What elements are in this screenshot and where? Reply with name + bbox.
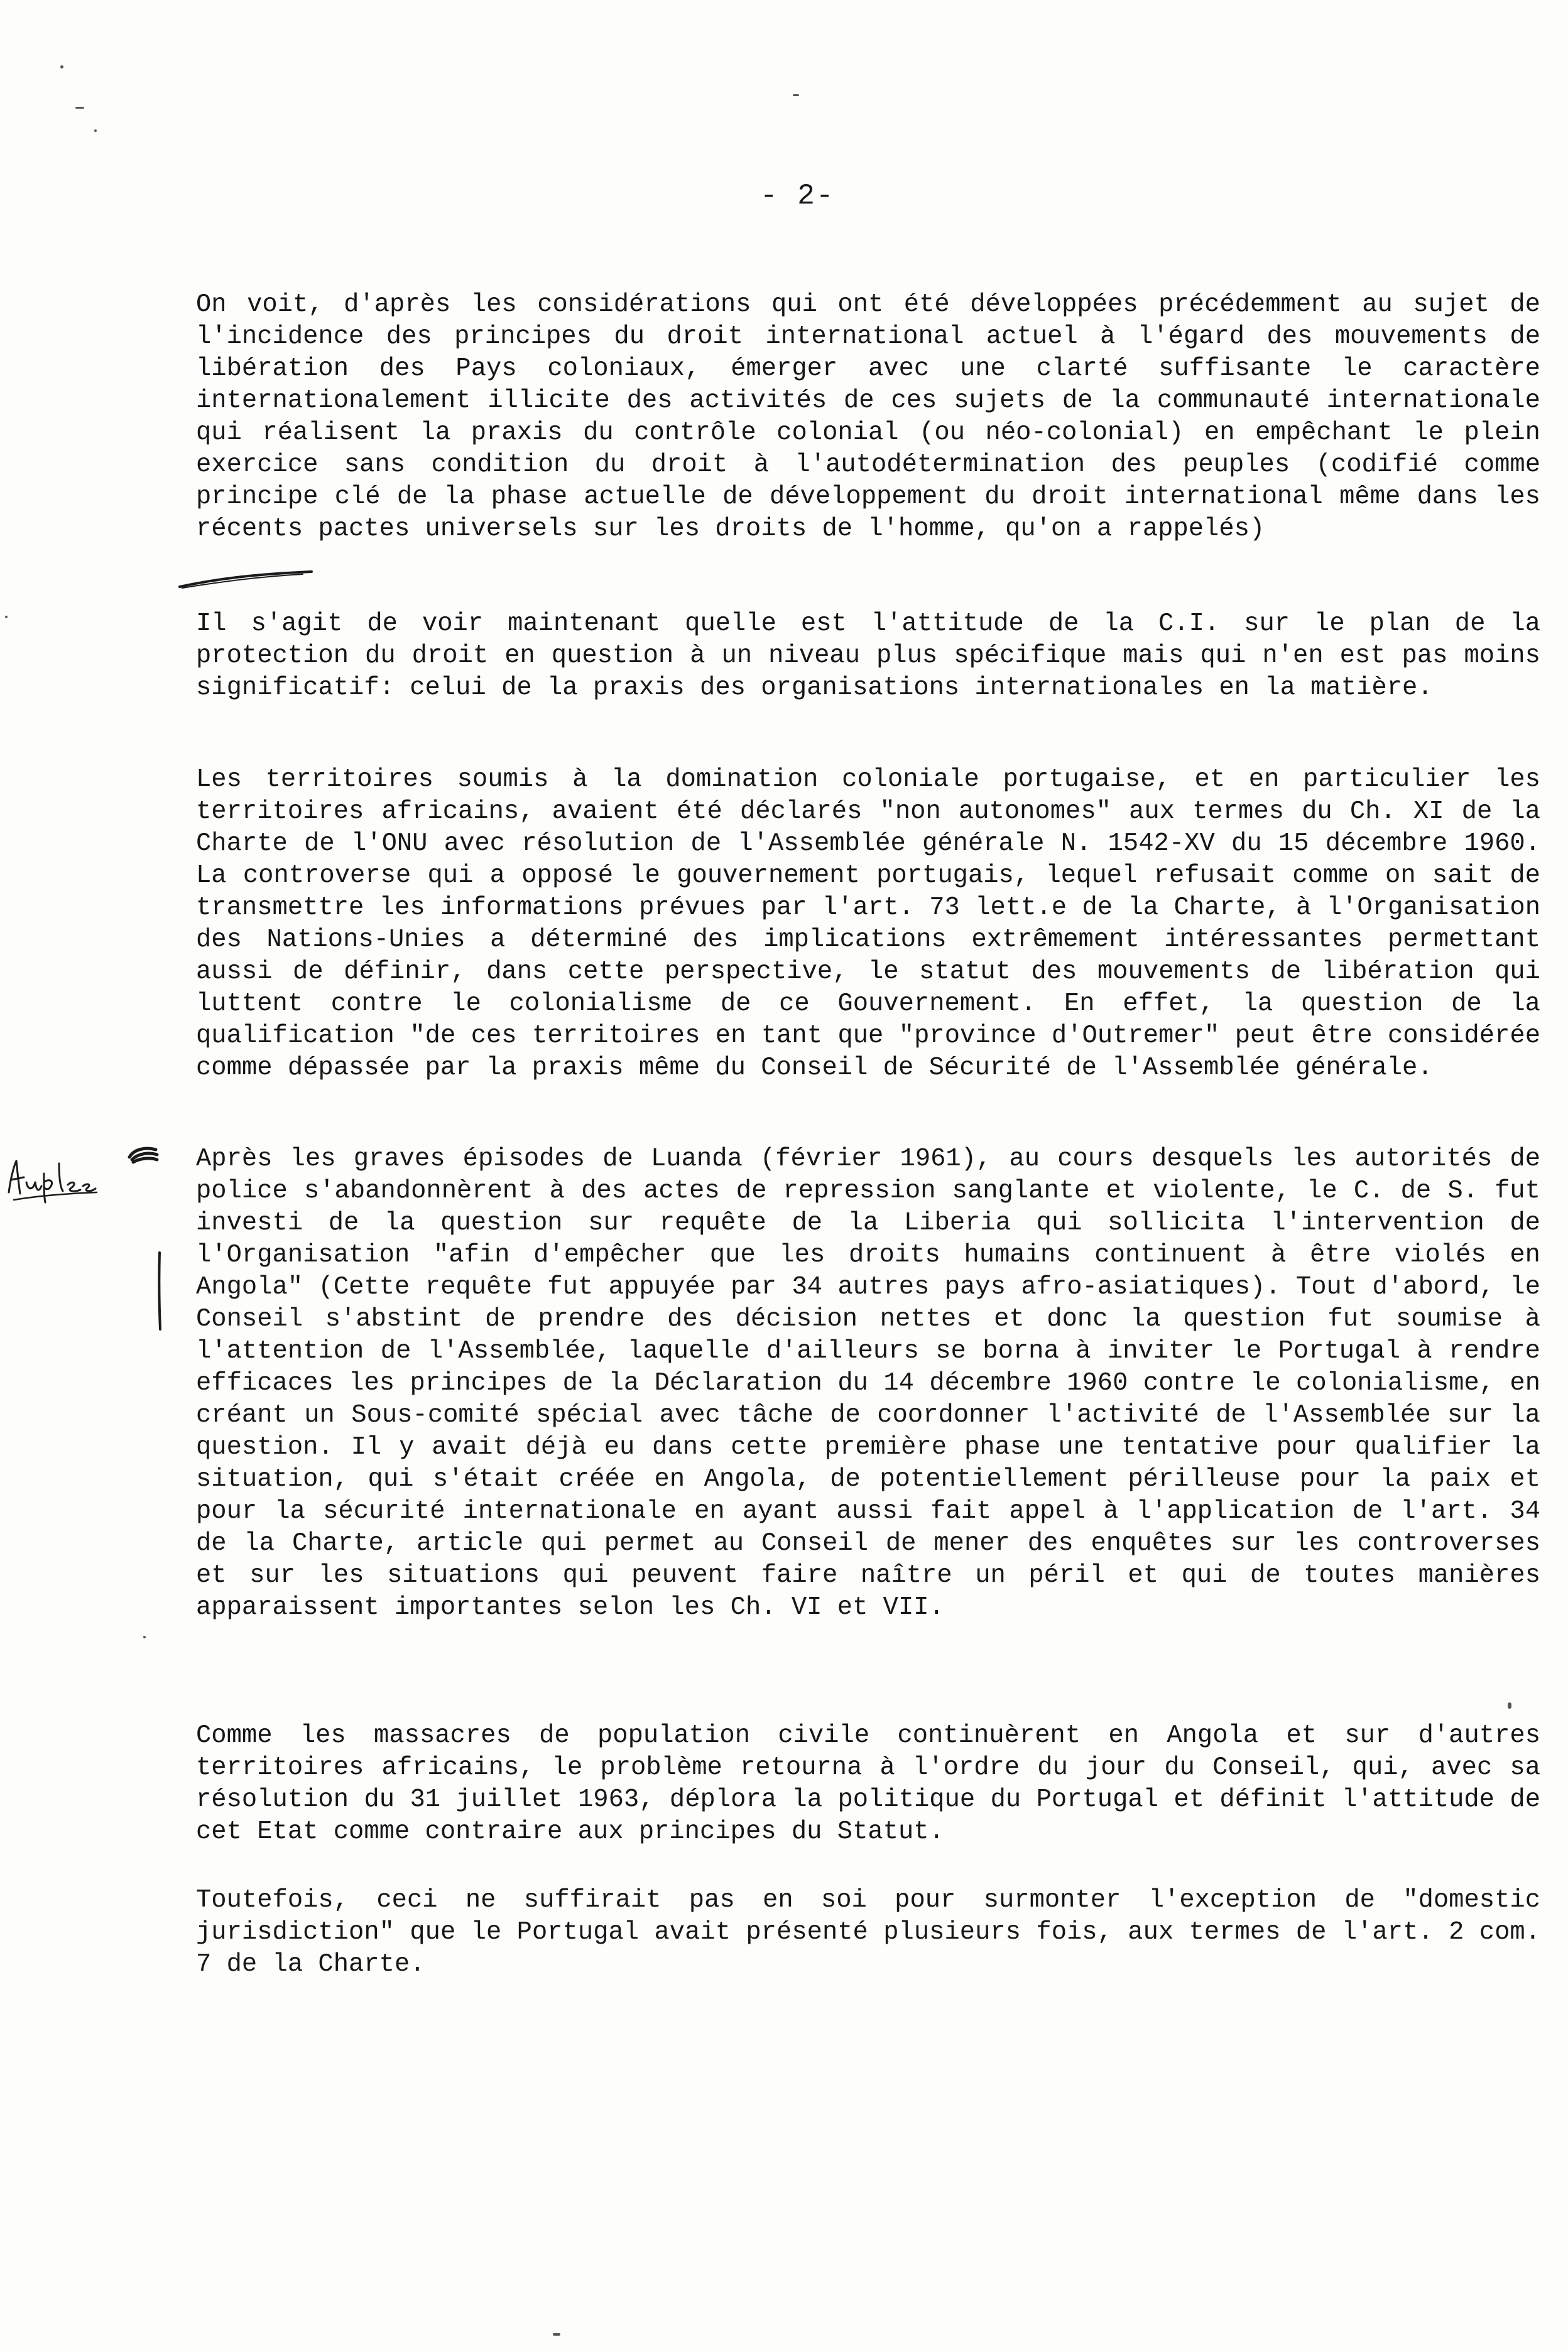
paragraph-1: On voit, d'après les considérations qui ont été développées précédemment au sujet de l'incidence des principes du droit international actuel à l'égard des mouvements de libération des Pays coloniaux, émerger avec une clarté suffisante le caractère internationalement illicite des activités de ces sujets de la communauté internationale qui réalisent la praxis du contrôle colonial (ou néo-colonial) en empêchant le plein exercice sans condition du droit à l'autodétermination des peuples (codifié comme principe clé de la phase actuelle de développement du droit international même dans les récents pactes universels sur les droits de l'homme, qu'on a rappelés) (196, 290, 1540, 543)
scan-speck (1508, 1702, 1511, 1709)
pen-dot-icon (126, 1143, 161, 1168)
scan-speck (60, 65, 63, 68)
handwritten-scribble-icon (5, 1155, 99, 1205)
paragraph-3: Les territoires soumis à la domination coloniale portugaise, et en particulier les territoires africains, avaient été déclarés "non autonomes" aux termes du Ch. XI de la Charte de l'ONU avec résolution de l'Assemblée générale N. 1542-XV du 15 décembre 1960. La controverse qui a opposé le gouvernement portugais, lequel refusait comme on sait de transmettre les informations prévues par l'art. 73 lett.e de la Charte, à l'Organisation des Nations-Unies a déterminé des implications extrêmement intéressantes permettant aussi de définir, dans cette perspective, le statut des mouvements de libération qui luttent contre le colonialisme de ce Gouvernement. En effet, la question de la qualification "de ces territoires en tant que "province d'Outremer" peut être considérée comme dépassée par la praxis même du Conseil de Sécurité de l'Assemblée générale. (196, 765, 1540, 1082)
scan-speck (143, 1636, 146, 1638)
paragraph-5: Comme les massacres de population civile continuèrent en Angola et sur d'autres territoires africains, le problème retourna à l'ordre du jour du Conseil, qui, avec sa résolution du 31 juillet 1963, déplora la politique du Portugal et définit l'attitude de cet Etat comme contraire aux principes du Statut. (196, 1721, 1540, 1846)
scan-speck (793, 94, 799, 96)
vertical-pen-line-icon (153, 1250, 166, 1332)
pen-stroke-arrow-icon (177, 568, 315, 593)
scan-speck (94, 129, 97, 132)
paragraph-2: Il s'agit de voir maintenant quelle est l'attitude de la C.I. sur le plan de la protection du droit en question à un niveau plus spécifique mais qui n'en est pas moins significatif: celui de la praxis des organisations internationales en la matière. (196, 609, 1540, 702)
scan-speck (5, 616, 8, 618)
page-number: - 2- (760, 180, 835, 212)
scan-speck (553, 2333, 560, 2336)
paragraph-4: Après les graves épisodes de Luanda (février 1961), au cours desquels les autorités de police s'abandonnèrent à des actes de repression sanglante et violente, le C. de S. fut investi de la question sur requête de la Liberia qui sollicita l'intervention de l'Organisation "afin d'empêcher que les droits humains continuent à être violés en Angola" (Cette requête fut appuyée par 34 autres pays afro-asiatiques). Tout d'abord, le Conseil s'abstint de prendre des décision nettes et donc la question fut soumise à l'attention de l'Assemblée, laquelle d'ailleurs se borna à inviter le Portugal à rendre efficaces les principes de la Déclaration du 14 décembre 1960 contre le colonialisme, en créant un Sous-comité spécial avec tâche de coordonner l'activité de l'Assemblée sur la question. Il y avait déjà eu dans cette première phase une tentative pour qualifier la situation, qui s'était créée en Angola, de potentiellement périlleuse pour la paix et pour la sécurité internationale en ayant aussi fait appel à l'application de l'art. 34 de la Charte, article qui permet au Conseil de mener des enquêtes sur les controverses et sur les situations qui peuvent faire naître un péril et qui de toutes manières apparaissent importantes selon les Ch. VI et VII. (196, 1145, 1540, 1622)
scan-speck (75, 107, 84, 109)
paragraph-6: Toutefois, ceci ne suffirait pas en soi pour surmonter l'exception de "domestic jurisdiction" que le Portugal avait présenté plusieurs fois, aux termes de l'art. 2 com. 7 de la Charte. (196, 1886, 1540, 1979)
